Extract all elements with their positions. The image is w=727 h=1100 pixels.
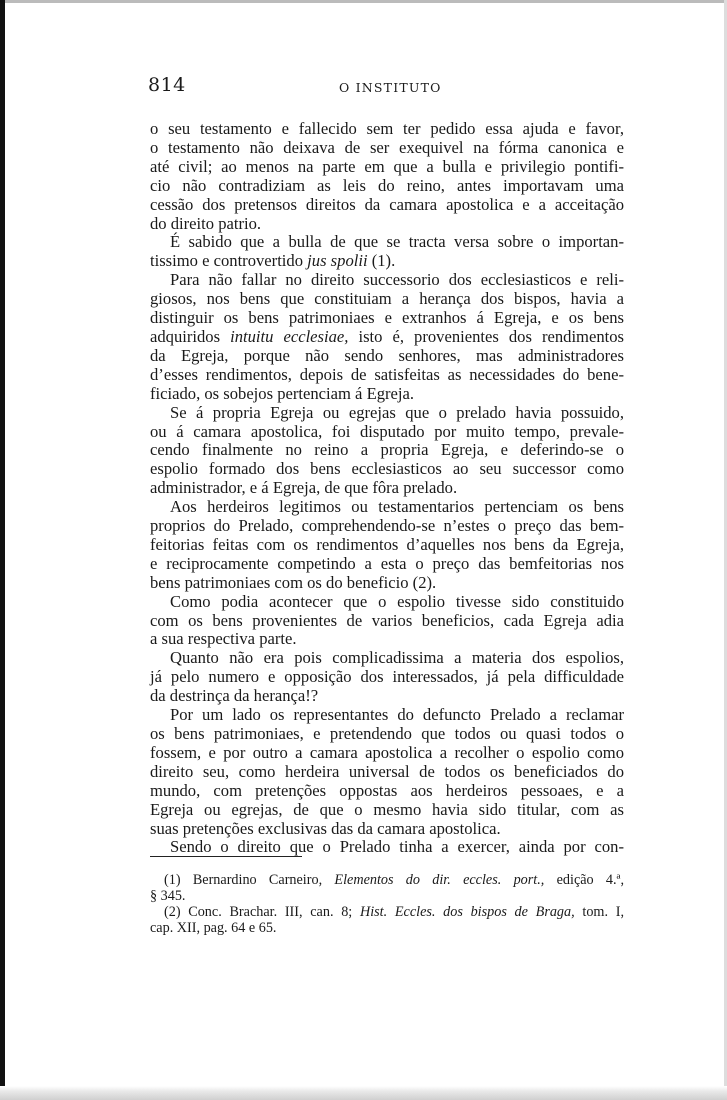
footnote-text: (1) Bernardino Carneiro, — [164, 872, 323, 888]
footnote-title: Elementos do dir. eccles. port., — [334, 872, 545, 888]
scan-edge-bottom — [0, 1086, 727, 1100]
scan-edge-left — [0, 0, 5, 1100]
footnote-line: § 345. — [150, 888, 186, 905]
text-line: Como podia acontecer que o espolio tivesse sido constituido — [170, 591, 624, 611]
body-text — [150, 120, 624, 857]
text-fragment: adquiridos — [150, 326, 221, 346]
footnote-text: tom. I, — [582, 904, 624, 921]
text-line: a sua respectiva parte. — [150, 629, 297, 649]
text-line: suas pretenções exclusivas das da camara apostolica. — [150, 818, 501, 838]
text-line: giosos, nos bens que constituiam a herança dos bispos, havia a — [150, 289, 624, 309]
page-number: 814 — [148, 74, 186, 96]
scan-edge-top — [0, 0, 727, 3]
text-line: cio não contradiziam as leis do reino, antes importavam uma — [150, 175, 624, 195]
text-line: bens patrimoniaes com os do beneficio (2). — [150, 572, 437, 592]
text-fragment: isto é, provenientes dos rendimentos — [358, 326, 624, 346]
text-line: ficiado, os sobejos pertenciam á Egreja. — [150, 383, 415, 403]
text-line: Aos herdeiros legitimos ou testamentarios pertenciam os bens — [170, 497, 624, 517]
footnote-title: Hist. Eccles. dos bispos de Braga, — [359, 904, 575, 921]
text-line — [150, 328, 624, 347]
text-line: do direito patrio. — [150, 213, 262, 233]
footnote-ref: (1). — [371, 251, 396, 271]
text-line: Por um lado os representantes do defuncto Prelado a reclamar — [170, 705, 624, 725]
text-line: Egreja ou egrejas, de que o mesmo havia sido titular, com as — [150, 799, 624, 819]
text-line: proprios do Prelado, comprehendendo-se n’estes o preço das bem- — [150, 516, 624, 536]
latin-term: intuitu ecclesiae, — [230, 326, 349, 346]
text-line: o seu testamento e fallecido sem ter pedido essa ajuda e favor, — [150, 119, 624, 138]
text-fragment: tissimo e controvertido — [150, 251, 304, 271]
text-line: feitorias feitas com os rendimentos d’aquelles nos bens da Egreja, — [150, 534, 624, 554]
text-line: espolio formado dos bens ecclesiasticos ao seu successor como — [150, 459, 624, 479]
text-line: mundo, com pretenções oppostas aos herdeiros pessoaes, e a — [150, 780, 624, 800]
text-line: com os bens provenientes de varios beneficios, cada Egreja adia — [150, 610, 624, 630]
running-title: O INSTITUTO — [339, 80, 442, 95]
text-line: da Egreja, porque não sendo senhores, mas administradores — [150, 345, 624, 365]
footnote-line: cap. XII, pag. 64 e 65. — [150, 920, 277, 937]
text-line: fossem, e por outro a camara apostolica a recolher o espolio como — [150, 742, 624, 762]
text-line: ou á camara apostolica, foi disputado por muito tempo, prevale- — [150, 421, 624, 441]
text-line: e reciprocamente competindo a esta o preço das bemfeitorias nos — [150, 553, 624, 573]
text-line: cendo finalmente no reino a propria Egreja, e deferindo-se o — [150, 440, 624, 460]
latin-term: jus spolii — [307, 251, 368, 271]
text-line: Para não fallar no direito successorio dos ecclesiasticos e reli- — [170, 270, 624, 290]
text-line: já pelo numero e opposição dos interessados, já pela difficuldade — [150, 667, 624, 687]
text-line: o testamento não deixava de ser exequivel na fórma canonica e — [150, 137, 624, 157]
text-line: É sabido que a bulla de que se tracta versa sobre o importan- — [170, 232, 624, 252]
text-line: administrador, e á Egreja, de que fôra prelado. — [150, 478, 458, 498]
text-line: os bens patrimoniaes, e pretendendo que todos ou quasi todos o — [150, 724, 624, 743]
footnote-line — [150, 872, 624, 888]
text-line: cessão dos pretensos direitos da camara apostolica e a acceitação — [150, 194, 624, 214]
text-line: Quanto não era pois complicadissima a materia dos espolios, — [170, 648, 624, 668]
text-line: da destrinça da herança!? — [150, 686, 319, 706]
text-line: direito seu, como herdeira universal de todos os beneficiados do — [150, 761, 624, 781]
text-line: até civil; ao menos na parte em que a bulla e privilegio pontifi- — [150, 156, 624, 176]
footnote-text: edição 4.ª, — [556, 872, 625, 888]
text-line: Se á propria Egreja ou egrejas que o prelado havia possuido, — [170, 402, 624, 422]
footnote-divider — [150, 856, 302, 857]
text-line: distinguir os bens patrimoniaes e extranhos á Egreja, e os bens — [150, 308, 624, 328]
text-line: Sendo o direito que o Prelado tinha a exercer, ainda por con- — [170, 837, 624, 857]
text-line: d’esses rendimentos, depois de satisfeitas as necessidades do bene- — [150, 364, 624, 384]
footnote-line — [150, 904, 624, 920]
footnotes — [150, 872, 624, 936]
footnote-text: (2) Conc. Brachar. III, can. 8; — [164, 904, 353, 921]
text-line — [150, 252, 624, 271]
